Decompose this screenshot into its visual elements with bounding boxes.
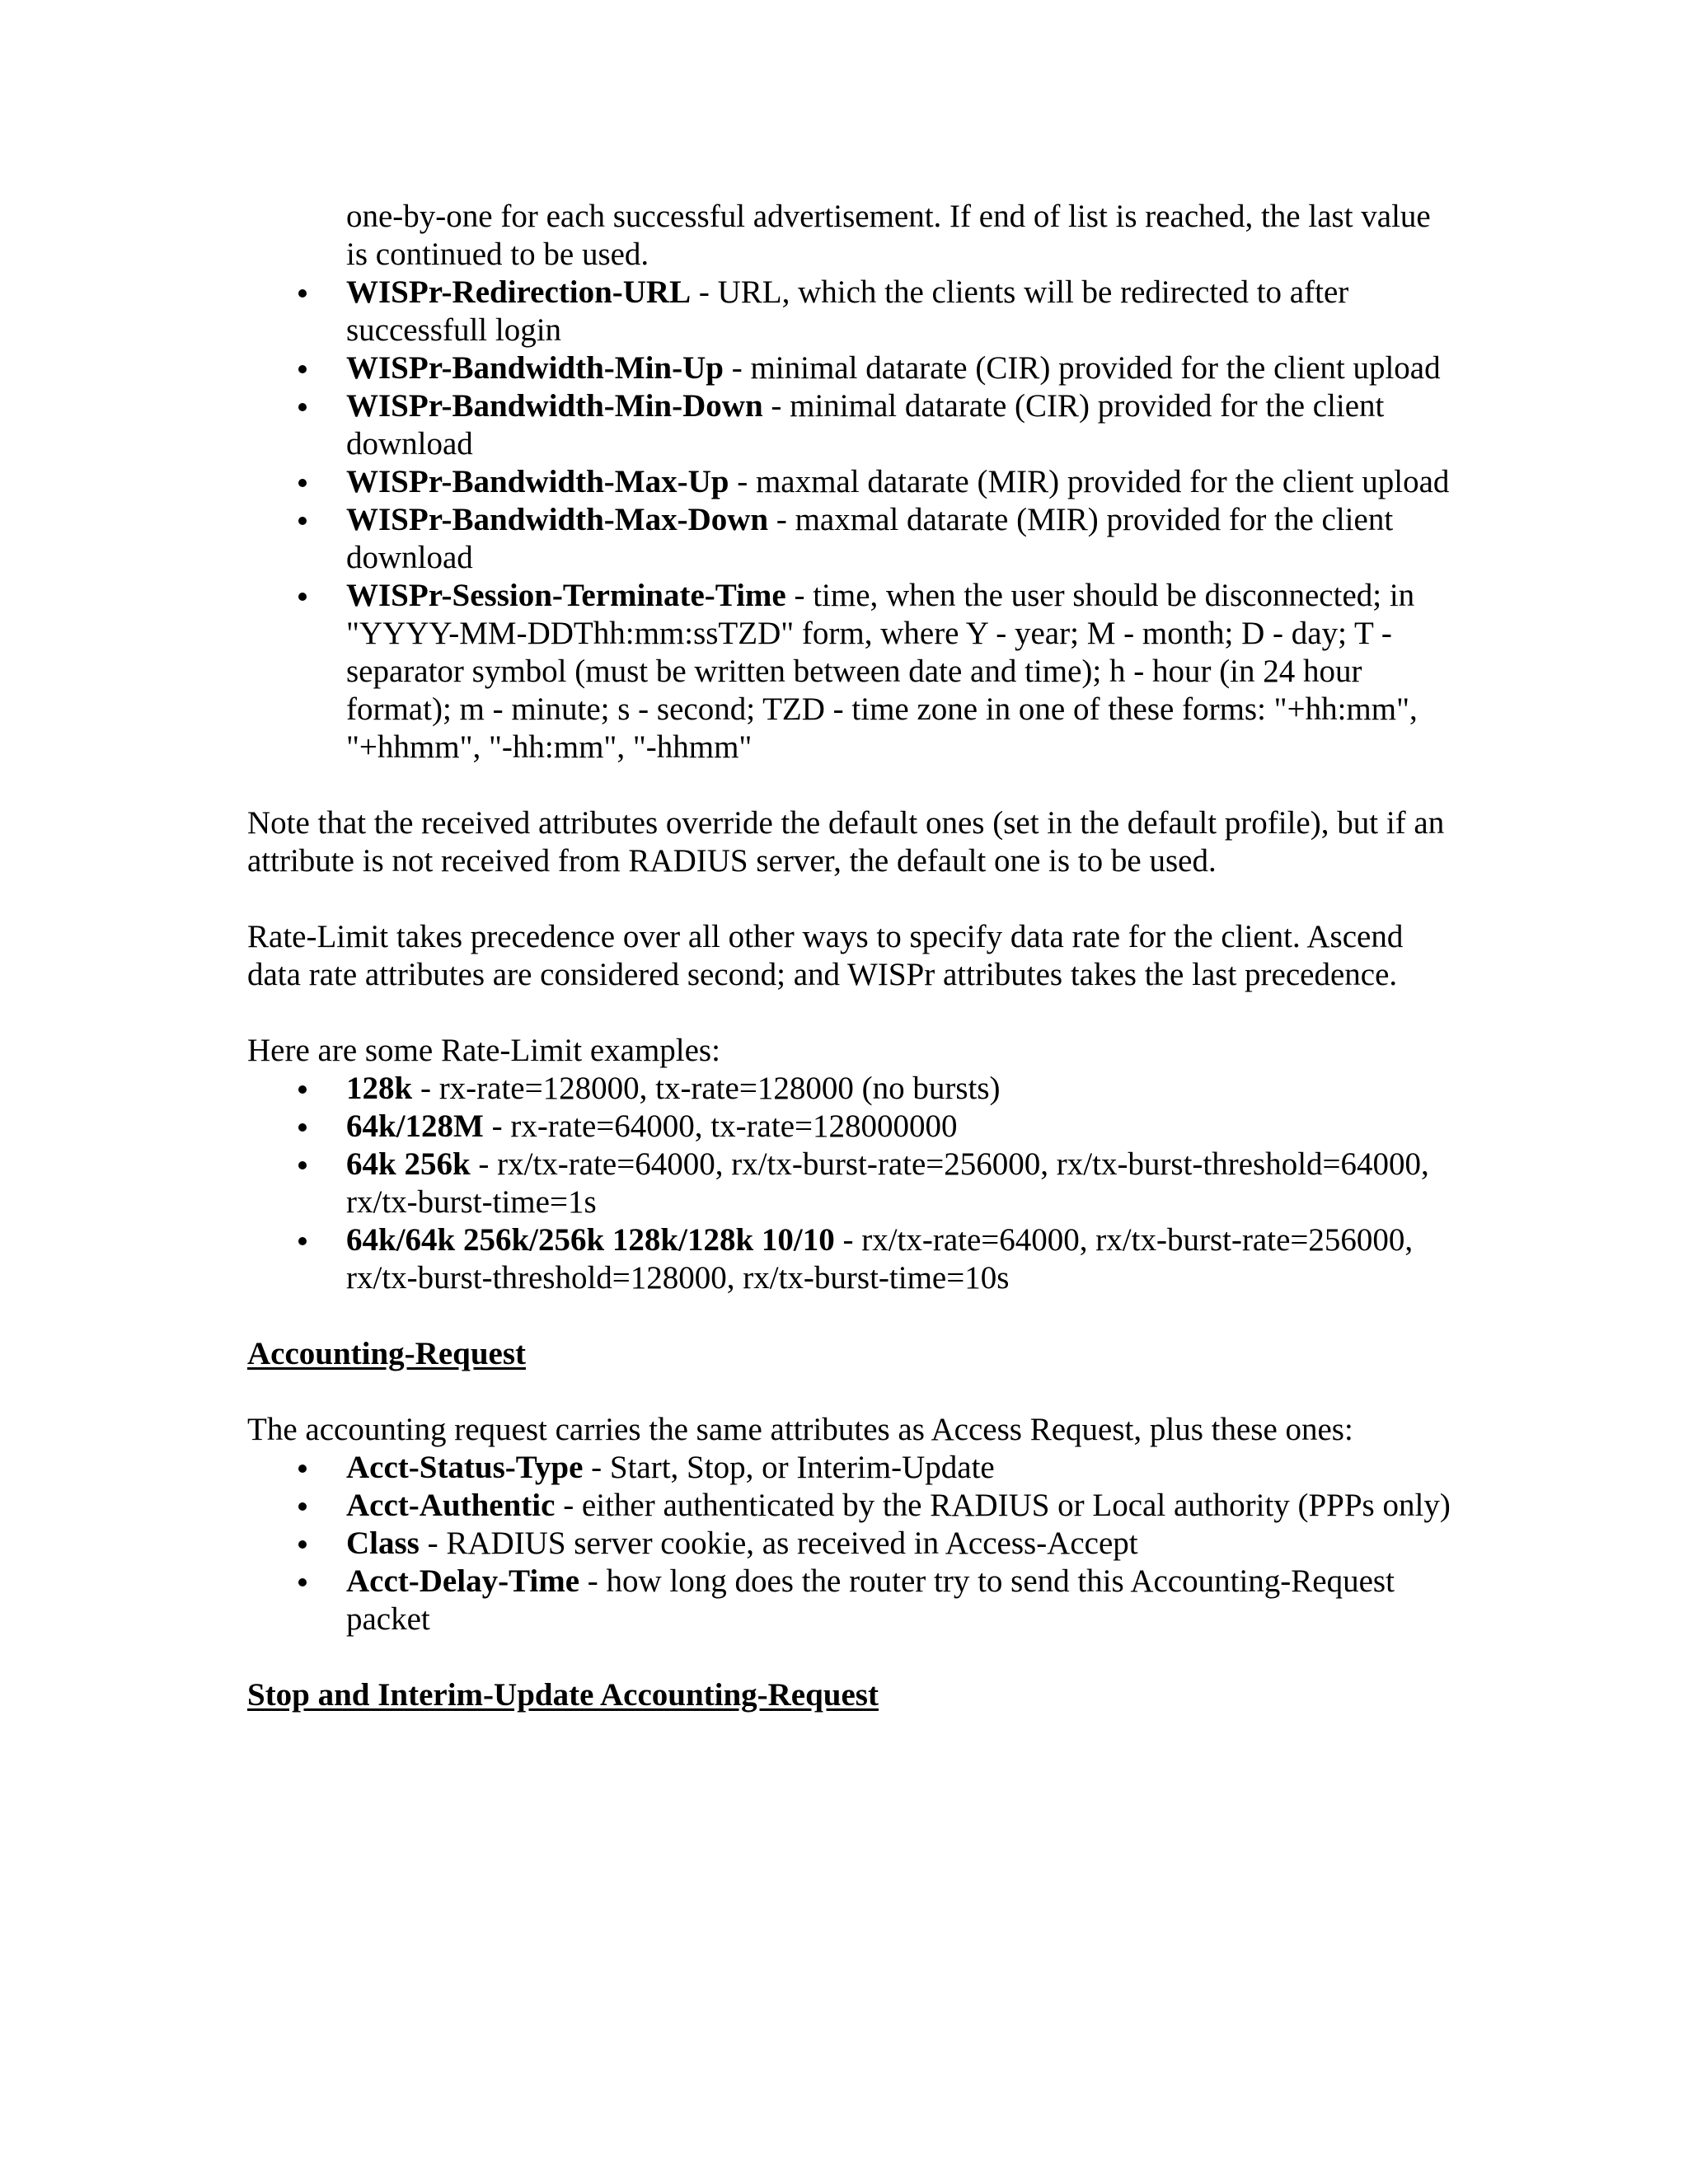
bullet-icon xyxy=(298,1085,307,1094)
rate-limit-examples-list xyxy=(247,1070,1451,1297)
example-term: 128k xyxy=(346,1071,413,1106)
list-item xyxy=(247,387,1451,463)
accounting-request-heading: Accounting-Request xyxy=(247,1336,526,1371)
list-item xyxy=(247,1108,1451,1146)
list-item xyxy=(247,349,1451,387)
bullet-icon xyxy=(298,479,307,487)
bullet-icon xyxy=(298,1161,307,1169)
bullet-icon xyxy=(298,1578,307,1586)
bullet-icon xyxy=(298,1502,307,1511)
list-item xyxy=(247,1070,1451,1108)
attribute-description: - maxmal datarate (MIR) provided for the client upload xyxy=(729,464,1450,499)
accounting-intro: The accounting request carries the same attributes as Access Request, plus these ones: xyxy=(247,1412,1353,1447)
attribute-description: - URL, which the clients will be redirected to after successfull login xyxy=(346,274,1349,348)
example-term: 64k/64k 256k/256k 128k/128k 10/10 xyxy=(346,1222,835,1258)
list-item xyxy=(247,274,1451,349)
attribute-term: WISPr-Session-Terminate-Time xyxy=(346,578,786,613)
bullet-icon xyxy=(298,365,307,373)
attribute-term: Acct-Status-Type xyxy=(346,1450,584,1485)
list-item xyxy=(247,1487,1451,1525)
attribute-description: - time, when the user should be disconnected; in "YYYY-MM-DDThh:mm:ssTZD" form, where Y - year; M - month; D - day; T - separator symbol (must be written between date and time); h - hour (in 24 hour format); m - minute; s - second; TZD - time zone in one of these forms: "+hh:mm", "+hhmm", "-hh:mm", "-hhmm" xyxy=(346,578,1418,765)
accounting-attribute-list xyxy=(247,1449,1451,1638)
attribute-description: - minimal datarate (CIR) provided for the client download xyxy=(346,388,1385,462)
bullet-icon xyxy=(298,403,307,411)
list-item xyxy=(247,1221,1451,1297)
precedence-paragraph: Rate-Limit takes precedence over all other ways to specify data rate for the client. Ascend data rate attributes are considered second; and WISPr attributes takes the last precedence. xyxy=(247,919,1404,992)
intro-continuation-text: one-by-one for each successful advertisement. If end of list is reached, the last value is continued to be used. xyxy=(346,199,1431,272)
stop-interim-update-heading: Stop and Interim-Update Accounting-Request xyxy=(247,1677,879,1713)
bullet-icon xyxy=(298,1465,307,1473)
list-item xyxy=(247,501,1451,577)
example-description: - rx/tx-rate=64000, rx/tx-burst-rate=256000, rx/tx-burst-threshold=128000, rx/tx-burst-time=10s xyxy=(346,1222,1414,1296)
list-item xyxy=(247,1146,1451,1221)
bullet-icon xyxy=(298,593,307,601)
example-term: 64k 256k xyxy=(346,1146,471,1182)
attribute-term: WISPr-Bandwidth-Min-Up xyxy=(346,350,724,386)
examples-intro: Here are some Rate-Limit examples: xyxy=(247,1033,720,1068)
bullet-icon xyxy=(298,289,307,298)
attribute-term: WISPr-Redirection-URL xyxy=(346,274,692,310)
attribute-term: Class xyxy=(346,1526,420,1561)
attribute-description: - RADIUS server cookie, as received in Access-Accept xyxy=(419,1526,1138,1561)
example-term: 64k/128M xyxy=(346,1108,484,1144)
attribute-term: WISPr-Bandwidth-Min-Down xyxy=(346,388,763,424)
list-item xyxy=(247,463,1451,501)
wispr-attribute-list xyxy=(247,274,1451,766)
attribute-term: WISPr-Bandwidth-Max-Down xyxy=(346,502,769,537)
list-item xyxy=(247,1525,1451,1563)
attribute-term: Acct-Authentic xyxy=(346,1488,556,1523)
document-page xyxy=(247,198,1451,1714)
attribute-term: Acct-Delay-Time xyxy=(346,1563,579,1599)
example-description: - rx/tx-rate=64000, rx/tx-burst-rate=256000, rx/tx-burst-threshold=64000, rx/tx-burst-time=1s xyxy=(346,1146,1429,1220)
list-item xyxy=(247,1449,1451,1487)
attribute-description: - either authenticated by the RADIUS or Local authority (PPPs only) xyxy=(555,1488,1451,1523)
bullet-icon xyxy=(298,517,307,525)
example-description: - rx-rate=64000, tx-rate=128000000 xyxy=(483,1108,958,1144)
attribute-description: - how long does the router try to send this Accounting-Request packet xyxy=(346,1563,1395,1637)
attribute-description: - minimal datarate (CIR) provided for the client upload xyxy=(723,350,1441,386)
example-description: - rx-rate=128000, tx-rate=128000 (no bursts) xyxy=(412,1071,1001,1106)
list-item xyxy=(247,1563,1451,1638)
attribute-description: - Start, Stop, or Interim-Update xyxy=(583,1450,995,1485)
bullet-icon xyxy=(298,1237,307,1245)
attribute-term: WISPr-Bandwidth-Max-Up xyxy=(346,464,729,499)
bullet-icon xyxy=(298,1540,307,1549)
bullet-icon xyxy=(298,1123,307,1132)
list-item xyxy=(247,577,1451,766)
attribute-description: - maxmal datarate (MIR) provided for the client download xyxy=(346,502,1394,575)
note-paragraph: Note that the received attributes override the default ones (set in the default profile), but if an attribute is not received from RADIUS server, the default one is to be used. xyxy=(247,805,1445,879)
